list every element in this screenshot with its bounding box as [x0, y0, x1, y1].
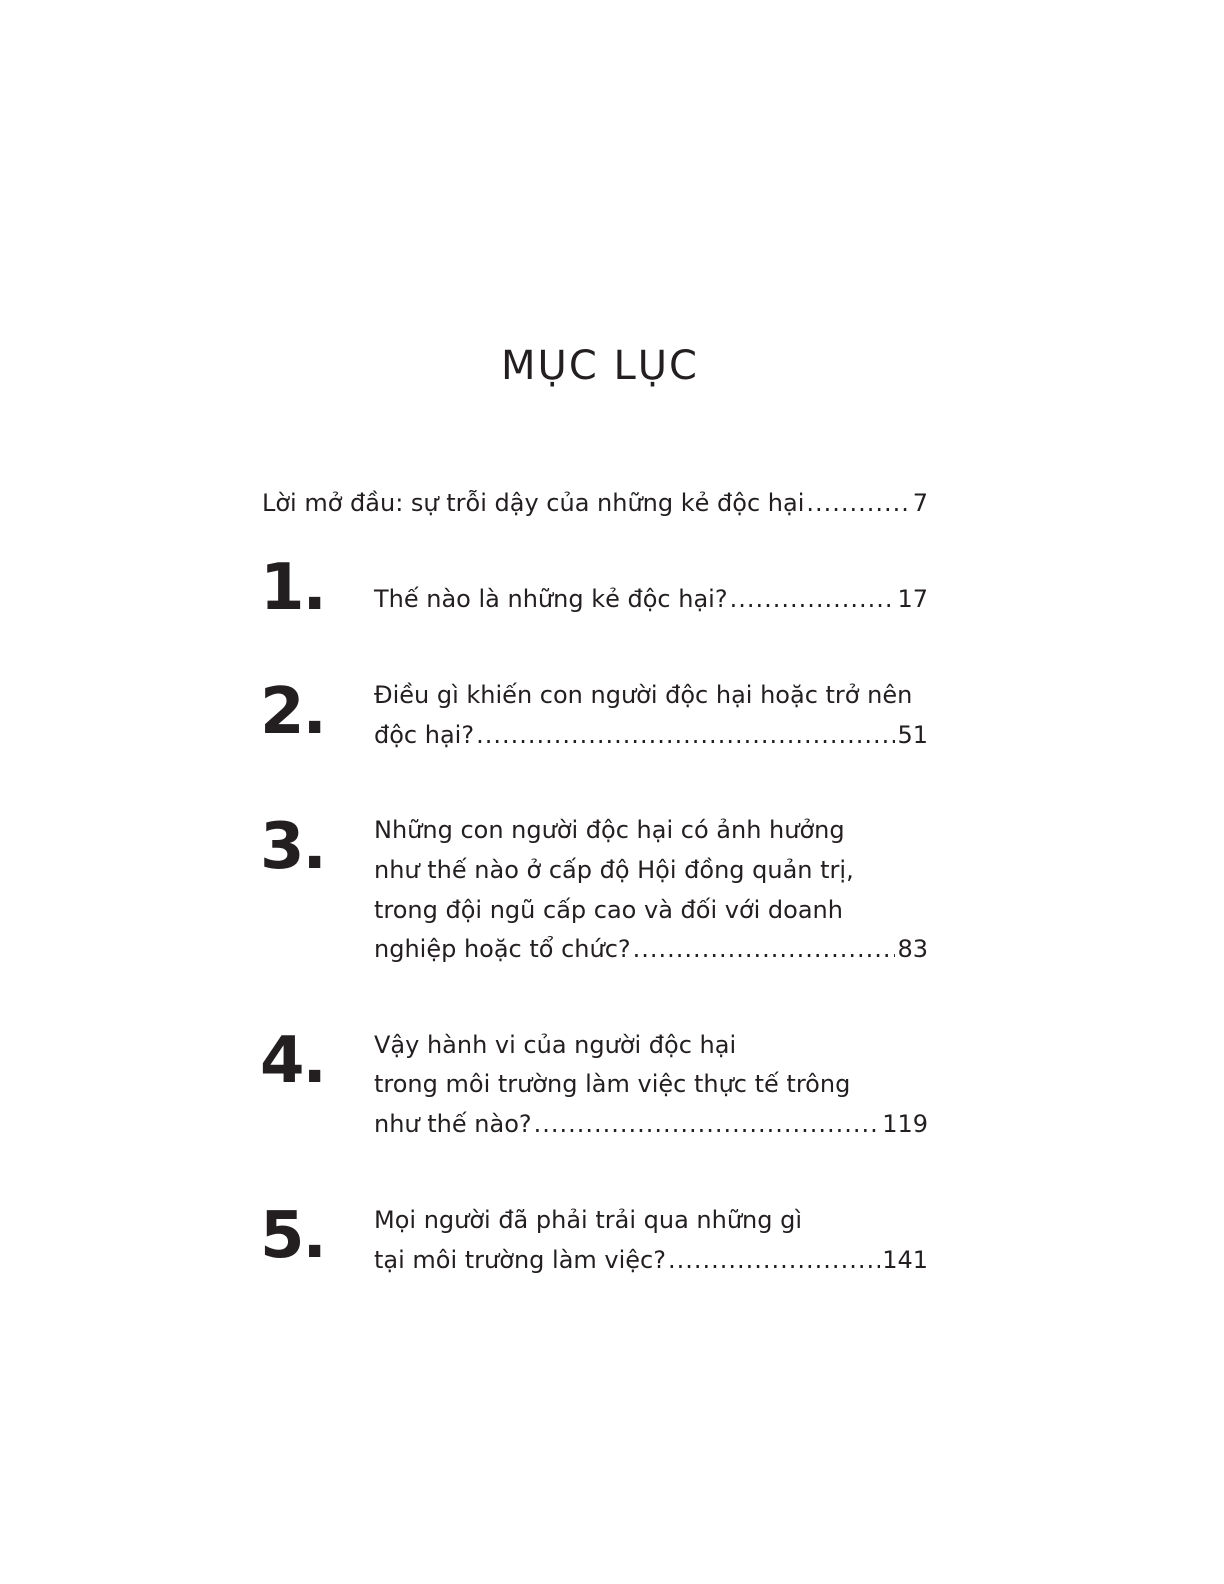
- chapter-number: 3.: [260, 810, 325, 884]
- dot-leader: [633, 929, 896, 969]
- toc-entry-title: tại môi trường làm việc?: [374, 1246, 666, 1274]
- page-number: 51: [897, 721, 928, 749]
- toc-entry-line: Những con người độc hại có ảnh hưởng: [374, 816, 845, 844]
- page-number: 141: [882, 1246, 928, 1274]
- page-number: 17: [897, 585, 928, 613]
- toc-entry-line: Điều gì khiến con người độc hại hoặc trở nên: [374, 681, 913, 709]
- page-title: MỤC LỤC: [501, 342, 699, 389]
- dot-leader: [730, 579, 896, 619]
- toc-entry-line: Mọi người đã phải trải qua những gì: [374, 1206, 803, 1234]
- toc-entry-chapter-2: [374, 715, 928, 755]
- toc-entry-line: như thế nào ở cấp độ Hội đồng quản trị,: [374, 856, 854, 884]
- chapter-number: 5.: [260, 1199, 325, 1273]
- page-number: 7: [912, 489, 928, 517]
- toc-entry-title: Lời mở đầu: sự trỗi dậy của những kẻ độc hại: [262, 489, 805, 517]
- chapter-number: 4.: [260, 1024, 325, 1098]
- toc-entry-chapter-4: [374, 1104, 928, 1144]
- toc-entry-line: Vậy hành vi của người độc hại: [374, 1031, 737, 1059]
- page-number: 83: [897, 935, 928, 963]
- dot-leader: [534, 1104, 881, 1144]
- dot-leader: [668, 1240, 880, 1280]
- dot-leader: [476, 715, 895, 755]
- toc-entry-intro: [262, 483, 928, 523]
- toc-entry-line: trong đội ngũ cấp cao và đối với doanh: [374, 896, 843, 924]
- chapter-number: 1.: [260, 551, 325, 625]
- toc-entry-chapter-3: [374, 929, 928, 969]
- toc-entry-line: trong môi trường làm việc thực tế trông: [374, 1070, 851, 1098]
- toc-entry-title: nghiệp hoặc tổ chức?: [374, 935, 631, 963]
- toc-entry-chapter-5: [374, 1240, 928, 1280]
- toc-entry-title: như thế nào?: [374, 1110, 532, 1138]
- toc-entry-title: độc hại?: [374, 721, 475, 749]
- dot-leader: [806, 483, 910, 523]
- toc-entry-title: Thế nào là những kẻ độc hại?: [374, 585, 728, 613]
- toc-entry-chapter-1: [374, 579, 928, 619]
- page-number: 119: [882, 1110, 928, 1138]
- chapter-number: 2.: [260, 675, 325, 749]
